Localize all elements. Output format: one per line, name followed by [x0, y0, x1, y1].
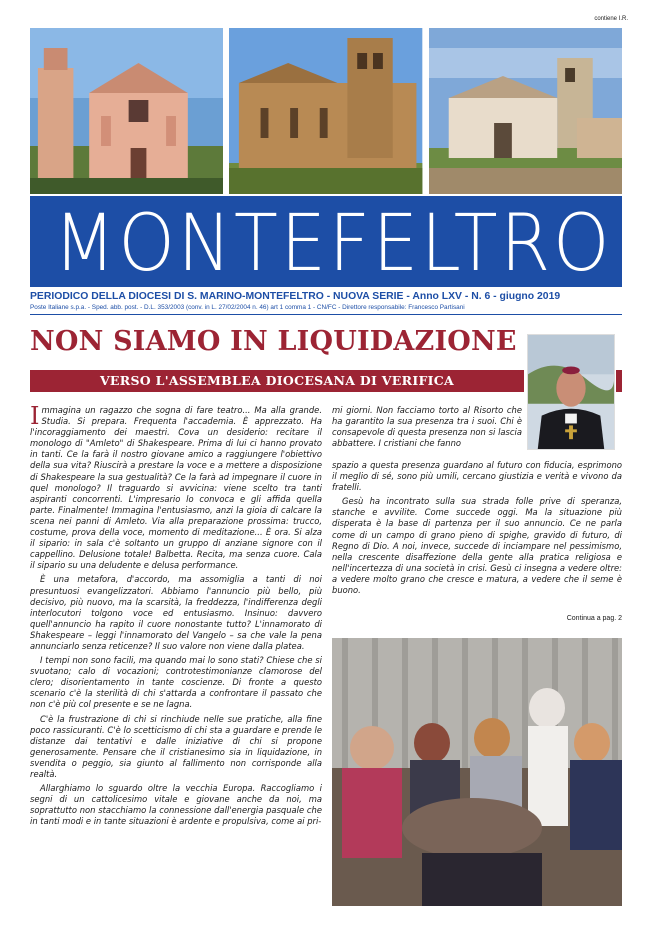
- masthead-subtitle: PERIODICO DELLA DIOCESI DI S. MARINO-MONTEFELTRO - NUOVA SERIE - Anno LXV - N. 6 - giugno 2019: [30, 291, 561, 302]
- paragraph-2: È una metafora, d'accordo, ma assomiglia a tanti di noi presuntuosi evangelizzatori. Abbiamo l'annuncio più bello, più decisivo, più nuovo, ma la scarsità, la freddezza, l'indifferenza degli interlocutori tolgono voce ed entusiasmo. Insinuo: davvero quell'annuncio ha rapito il cuore nonostante tutto? L'innamorato di Shakespeare – leggi l'innamorato del Vangelo – sa che vale la pena annunciarlo senza reticenze? Il suo valore non viene dalla platea.: [30, 574, 322, 651]
- paragraph-5: Allarghiamo lo sguardo oltre la vecchia Europa. Raccogliamo i segni di un cattolicesimo vitale e giovane anche da noi, ma soprattutto non stacchiamo la connessione dall'energia pasquale che in tanti modi e in tante situazioni è ardente e propulsiva, come ai pri-: [30, 783, 322, 827]
- paragraph-8: Gesù ha incontrato sulla sua strada folle prive di speranza, stanche e avvilite. Come succede oggi. Ma la situazione più disperata è la base di partenza per il suo annuncio. Ce ne parla come di un campo di grano pieno di spighe, gravido di futuro, di Regno di Dio. A noi, invece, succede di inciampare nel pessimismo, nella crescente disaffezione della gente alla pratica religiosa e nell'incertezza di una società in crisi. Gesù ci insegna a vedere oltre: a vedere molto grano che cresce e matura, a vedere che il seme è buono.: [332, 496, 622, 596]
- header-rule: [30, 314, 622, 315]
- article-column-right-top: [332, 405, 522, 449]
- dropcap: I: [30, 402, 40, 430]
- article-kicker: VERSO L'ASSEMBLEA DIOCESANA DI VERIFICA: [30, 370, 524, 392]
- corner-note: contiene I.R.: [594, 16, 628, 22]
- paragraph-1: Immagina un ragazzo che sogna di fare teatro... Ma alla grande. Studia. Si prepara. Frequenta l'accademia. È apprezzato. Ha l'incoraggiamento dei maestri. Cova un desiderio: recitare il monologo di "Amleto" di Shakespeare. Prima di lui ci hanno provato in tanti. Ce la farà il nostro giovane amico a raggiungere l'obiettivo della sua vita? Riuscirà a prestare la voce e a mettere a disposizione di Shakespeare la sua gestualità? Ce la farà ad impegnare il cuore in quel monologo? Il traguardo si avvicina: viene scelto tra tanti aspiranti concorrenti. L'impresario lo convoca e gli affida quella parte. Finalmente! Immagina l'entusiasmo, anzi la gioia di calcare la scena nei panni di Amleto. Via alla preparazione prossima: trucco, costume, prova della voce, momento di meditazione... È ora. Si alza il sipario: in sala c'è soltanto un gruppo di anziane signore con il cappellino. Delusione totale! Balbetta. Recita, ma senza cuore. Cala il sipario su una deludente e delusa performance.: [30, 402, 322, 571]
- paragraph-3: I tempi non sono facili, ma quando mai lo sono stati? Chiese che si svuotano; calo di vocazioni; controtestimonianze clamorose del clero; disorientamento in tante coscienze. Di fronte a questo scenario c'è la sterilità di chi s'attarda a confrontare il passato che non c'è più col presente e se ne lagna.: [30, 655, 322, 710]
- article-column-left: [30, 402, 322, 827]
- continued-link[interactable]: Continua a pag. 2: [566, 615, 622, 622]
- article-column-right: [332, 460, 622, 596]
- bishop-portrait: [527, 334, 615, 450]
- church-photo-2: [229, 28, 422, 194]
- postal-line: Poste Italiane s.p.a. - Sped. abb. post. - D.L. 353/2003 (conv. in L. 27/02/2004 n. 46) art 1 comma 1 - CN/FC - Direttore responsabile: Francesco Partisani: [30, 304, 465, 311]
- group-photo: [332, 638, 622, 906]
- church-photo-3: [429, 28, 622, 194]
- masthead-title: MONTEFELTRO: [53, 199, 613, 287]
- article-headline: NON SIAMO IN LIQUIDAZIONE: [30, 326, 517, 357]
- paragraph-7: spazio a questa presenza guardano al futuro con fiducia, esprimono il meglio di sé, sono più umili, cercano giustizia e verità e vivono da fratelli.: [332, 460, 622, 493]
- header-photos: [30, 28, 622, 194]
- church-photo-1: [30, 28, 223, 194]
- kicker-tail: [616, 370, 622, 392]
- paragraph-6: mi giorni. Non facciamo torto al Risorto che ha garantito la sua presenza tra i suoi. Chi è consapevole di questa presenza non si lascia abbattere. I cristiani che fanno: [332, 405, 522, 449]
- paragraph-4: C'è la frustrazione di chi si rinchiude nelle sue pratiche, alla fine poco rassicuranti. C'è lo scetticismo di chi sta a guardare e prende le distanze dai tentativi e dalle iniziative di chi si propone generosamente. Pensare che il cristianesimo sia in liquidazione, in svendita o peggio, sia giunto al fallimento non corrisponde alla realtà.: [30, 713, 322, 779]
- masthead: [30, 196, 622, 287]
